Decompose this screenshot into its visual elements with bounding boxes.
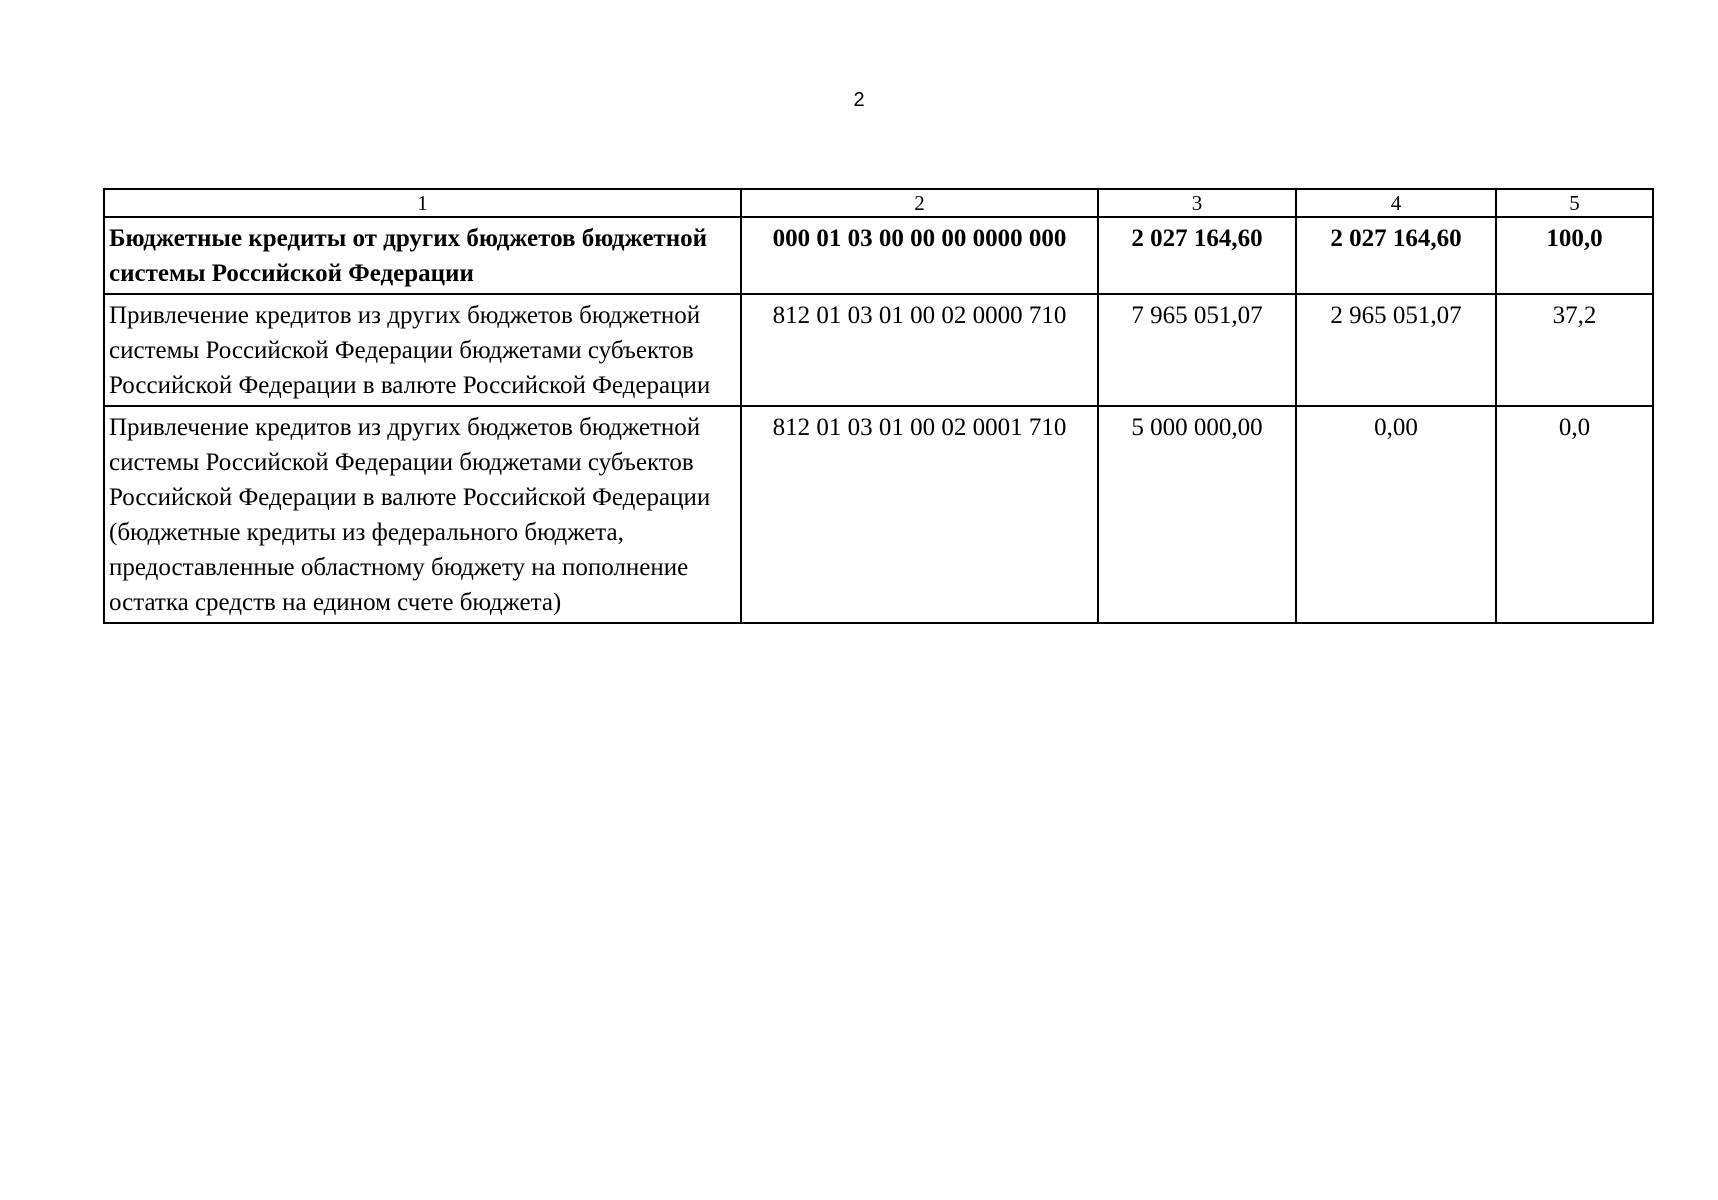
row-name: Бюджетные кредиты от других бюджетов бюджетной системы Российской Федерации [104,217,741,294]
table-row [104,406,1653,623]
row-value-3: 2 027 164,60 [1098,217,1296,294]
table-row [104,294,1653,406]
column-number-4: 4 [1296,189,1496,217]
row-value-5: 37,2 [1496,294,1653,406]
budget-credits-table [103,188,1654,624]
column-number-1: 1 [104,189,741,217]
column-number-3: 3 [1098,189,1296,217]
row-value-4: 2 965 051,07 [1296,294,1496,406]
table-row [104,217,1653,294]
row-value-5: 100,0 [1496,217,1653,294]
row-value-3: 5 000 000,00 [1098,406,1296,623]
row-value-3: 7 965 051,07 [1098,294,1296,406]
row-value-5: 0,0 [1496,406,1653,623]
row-code: 000 01 03 00 00 00 0000 000 [741,217,1098,294]
row-value-4: 2 027 164,60 [1296,217,1496,294]
row-value-4: 0,00 [1296,406,1496,623]
page-number: 2 [853,89,865,111]
column-number-2: 2 [741,189,1098,217]
row-name: Привлечение кредитов из других бюджетов бюджетной системы Российской Федерации бюджетами субъектов Российской Федерации в валюте Российской Федерации [104,294,741,406]
column-number-row [104,189,1653,217]
row-name: Привлечение кредитов из других бюджетов бюджетной системы Российской Федерации бюджетами субъектов Российской Федерации в валюте Российской Федерации (бюджетные кредиты из федерального бюджета, предоставленные областному бюджету на пополнение остатка средств на едином счете бюджета) [104,406,741,623]
column-number-5: 5 [1496,189,1653,217]
row-code: 812 01 03 01 00 02 0001 710 [741,406,1098,623]
row-code: 812 01 03 01 00 02 0000 710 [741,294,1098,406]
